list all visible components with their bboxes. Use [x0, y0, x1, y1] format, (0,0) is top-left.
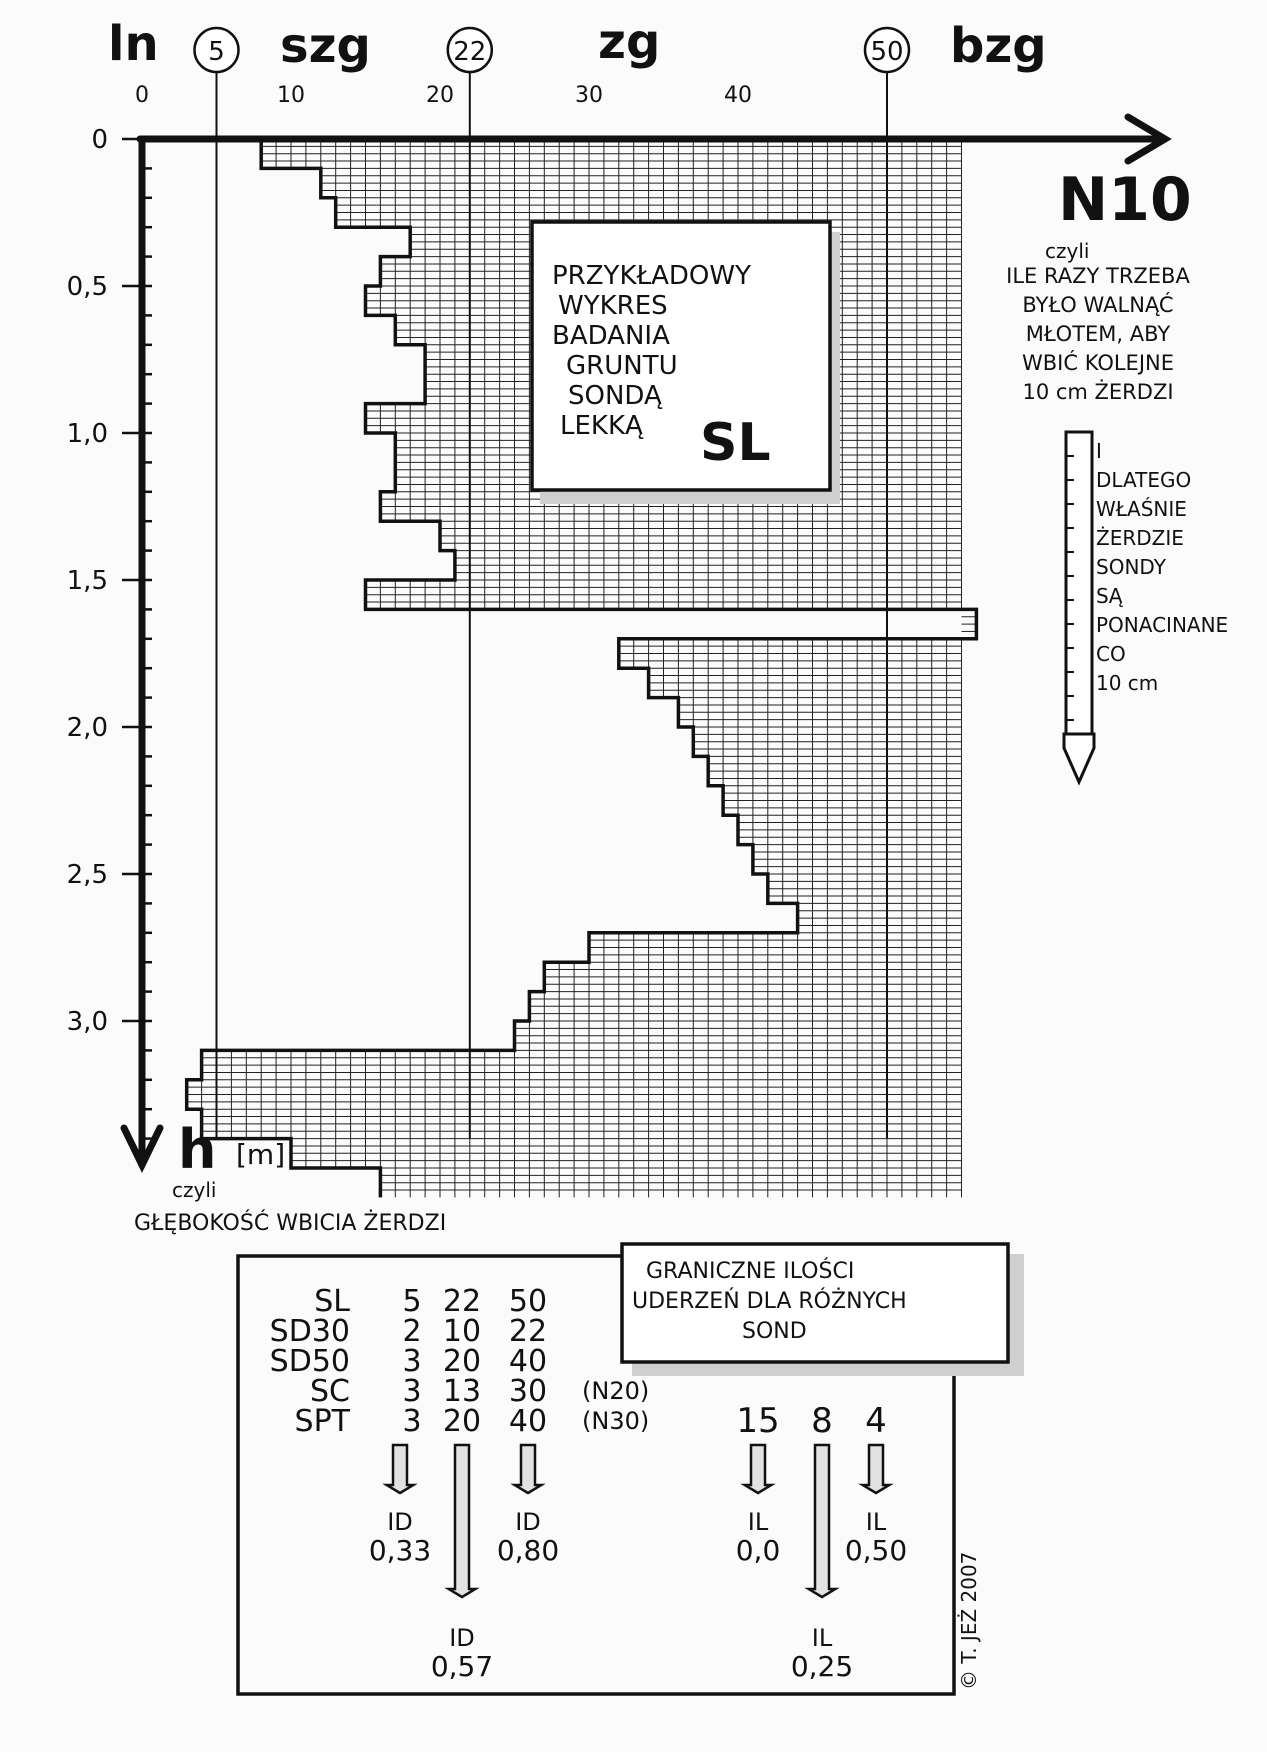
depth-axis-title: h — [178, 1118, 217, 1181]
result-arrow — [745, 1445, 772, 1493]
depth-tick-label: 1,0 — [66, 419, 108, 449]
rod-note-line: 10 cm — [1096, 671, 1159, 695]
inset-note-line: GRUNTU — [566, 351, 678, 381]
cohesive-counts — [736, 1401, 886, 1441]
boundary-label-5: 5 — [208, 37, 225, 67]
n10-tick-label: 20 — [426, 83, 454, 108]
probe-limit-value: 50 — [508, 1284, 548, 1319]
rod-note-line: CO — [1096, 642, 1126, 666]
probe-name: SPT — [294, 1404, 350, 1439]
probe-limit-value: 30 — [508, 1374, 548, 1409]
n10-explanation — [1006, 264, 1190, 404]
limits-title-line: SOND — [742, 1319, 807, 1344]
class-label-szg: szg — [280, 18, 371, 74]
n10-explanation-line: WBIĆ KOLEJNE — [1022, 351, 1174, 375]
depth-tick-label: 1,5 — [66, 566, 108, 596]
result-symbol: IL — [865, 1508, 887, 1536]
inset-note-abbr: SL — [700, 413, 771, 473]
probe-limit-value: 5 — [402, 1284, 422, 1319]
result-arrow — [449, 1445, 476, 1597]
depth-tick-label: 0 — [91, 125, 108, 155]
n10-tick-label: 10 — [277, 83, 305, 108]
inset-note-line: WYKRES — [558, 291, 668, 321]
result-arrow — [863, 1445, 890, 1493]
boundary-label-50: 50 — [870, 37, 904, 67]
probe-name: SD30 — [269, 1314, 350, 1349]
result-arrows — [387, 1445, 890, 1597]
depth-tick-label: 2,0 — [66, 713, 108, 743]
rod-note-line: I — [1096, 439, 1102, 463]
result-value: 0,25 — [790, 1650, 854, 1683]
cohesive-count: 8 — [811, 1401, 833, 1441]
class-label-bzg: bzg — [950, 18, 1047, 74]
rod-note-line: DLATEGO — [1096, 468, 1192, 492]
rod-note-line: WŁAŚNIE — [1096, 497, 1187, 521]
probe-limit-value: 40 — [508, 1344, 548, 1379]
n10-ticks — [135, 83, 752, 108]
result-symbol: IL — [811, 1624, 833, 1652]
n10-tick-label: 0 — [135, 83, 149, 108]
result-arrow — [809, 1445, 836, 1597]
probe-limit-value: 13 — [442, 1374, 482, 1409]
n10-explanation-line: 10 cm ŻERDZI — [1022, 380, 1174, 404]
rod-note-line: SONDY — [1096, 555, 1166, 579]
cohesive-count: 4 — [865, 1401, 887, 1441]
probe-limit-value: 22 — [508, 1314, 548, 1349]
limits-title-line: GRANICZNE ILOŚCI — [646, 1259, 855, 1284]
cohesive-count: 15 — [736, 1401, 780, 1441]
probe-name: SD50 — [269, 1344, 350, 1379]
result-arrow — [515, 1445, 542, 1493]
probe-limit-value: 20 — [442, 1344, 482, 1379]
depth-note: czyli — [172, 1178, 217, 1202]
boundary-label-22: 22 — [453, 37, 487, 67]
probe-rod-icon — [1064, 432, 1094, 782]
result-value: 0,80 — [496, 1534, 560, 1567]
inset-note-line: PRZYKŁADOWY — [552, 261, 751, 291]
n10-tick-label: 40 — [724, 83, 752, 108]
depth-ticks — [67, 125, 142, 1037]
depth-tick-label: 0,5 — [66, 272, 108, 302]
probe-limit-value: 10 — [442, 1314, 482, 1349]
probe-limit-value: 2 — [402, 1314, 422, 1349]
rod-note — [1096, 439, 1228, 695]
result-value: 0,57 — [430, 1650, 494, 1683]
n10-axis-title: N10 — [1058, 165, 1192, 235]
depth-explanation: GŁĘBOKOŚĆ WBICIA ŻERDZI — [134, 1211, 447, 1236]
probe-note: (N20) — [582, 1377, 650, 1405]
probe-limit-value: 3 — [402, 1344, 422, 1379]
result-arrow — [387, 1445, 414, 1493]
probe-limit-value: 22 — [442, 1284, 482, 1319]
depth-axis-unit: [m] — [236, 1138, 286, 1171]
inset-note-line: SONDĄ — [568, 381, 662, 411]
class-label-zg: zg — [598, 14, 661, 70]
rod-note-line: PONACINANE — [1096, 613, 1229, 637]
limits-title-line: UDERZEŃ DLA RÓŻNYCH — [632, 1289, 907, 1314]
n10-note: czyli — [1045, 239, 1090, 263]
density-class-labels — [108, 14, 1047, 74]
probe-note: (N30) — [582, 1407, 650, 1435]
inset-note-line: LEKKĄ — [560, 411, 643, 441]
result-value: 0,50 — [844, 1534, 908, 1567]
n10-tick-label: 30 — [575, 83, 603, 108]
result-value: 0,0 — [735, 1534, 781, 1567]
signature: © T. JEŻ 2007 — [957, 1551, 981, 1690]
probe-limit-value: 20 — [442, 1404, 482, 1439]
result-symbol: IL — [747, 1508, 769, 1536]
depth-tick-label: 3,0 — [66, 1007, 108, 1037]
n10-explanation-line: ILE RAZY TRZEBA — [1006, 264, 1190, 288]
depth-tick-label: 2,5 — [66, 860, 108, 890]
probe-limit-value: 40 — [508, 1404, 548, 1439]
inset-note-line: BADANIA — [552, 321, 670, 351]
result-value: 0,33 — [368, 1534, 432, 1567]
rod-note-line: ŻERDZIE — [1096, 526, 1184, 550]
probe-limit-value: 3 — [402, 1374, 422, 1409]
n10-explanation-line: BYŁO WALNĄĆ — [1022, 293, 1174, 317]
probe-name: SC — [310, 1374, 350, 1409]
result-symbol: ID — [449, 1624, 475, 1652]
result-symbol: ID — [387, 1508, 413, 1536]
probe-limit-value: 3 — [402, 1404, 422, 1439]
class-label-ln: ln — [108, 16, 159, 72]
limits-table — [270, 1284, 650, 1439]
result-symbol: ID — [515, 1508, 541, 1536]
n10-explanation-line: MŁOTEM, ABY — [1025, 322, 1171, 346]
probe-name: SL — [314, 1284, 350, 1319]
rod-note-line: SĄ — [1096, 584, 1123, 608]
